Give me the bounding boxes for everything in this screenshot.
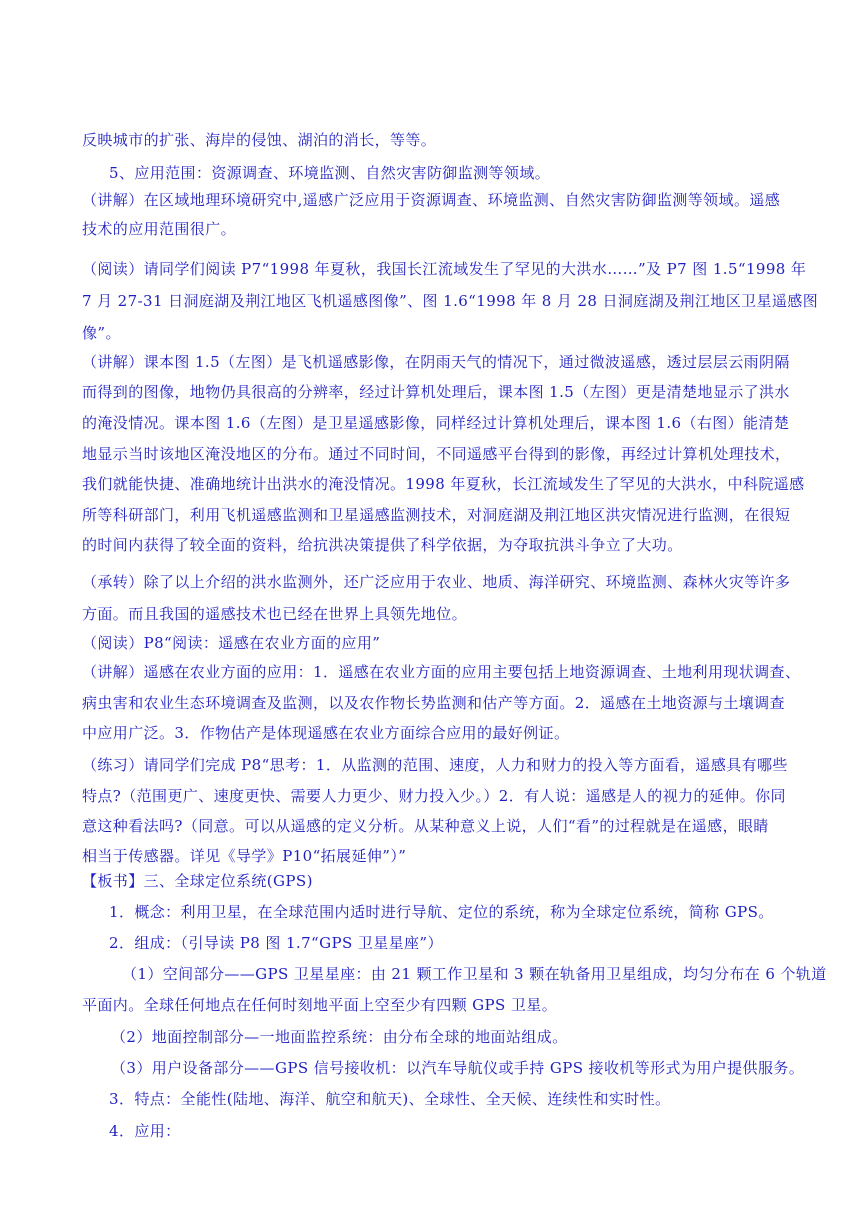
paragraph-line: 方面。而且我国的遥感技术也已经在世界上具领先地位。 xyxy=(82,605,468,623)
paragraph-line: 病虫害和农业生态环境调查及监测，以及农作物长势监测和估产等方面。2．遥感在土地资源与土壤调查 xyxy=(82,694,785,712)
paragraph-line: 反映城市的扩张、海岸的侵蚀、湖泊的消长，等等。 xyxy=(82,131,437,149)
paragraph-line: （练习）请同学们完成 P8“思考：1．从监测的范围、速度，人力和财力的投入等方面看，遥感具有哪些 xyxy=(82,756,788,774)
paragraph-line: 意这种看法吗?（同意。可以从遥感的定义分析。从某种意义上说，人们“看”的过程就是在遥感，眼睛 xyxy=(82,817,769,835)
paragraph-line: （阅读）P8“阅读：遥感在农业方面的应用” xyxy=(82,634,381,652)
paragraph-line: 所等科研部门，利用飞机遥感监测和卫星遥感监测技术，对洞庭湖及荆江地区洪灾情况进行监测，在很短 xyxy=(82,506,791,524)
paragraph-line: （1）空间部分——GPS 卫星星座：由 21 颗工作卫星和 3 颗在轨备用卫星组成，均匀分布在 6 个轨道 xyxy=(122,965,827,983)
paragraph-line: 2．组成：（引导读 P8 图 1.7“GPS 卫星星座”） xyxy=(109,934,443,952)
paragraph-line: 的时间内获得了较全面的资料，给抗洪决策提供了科学依据，为夺取抗洪斗争立了大功。 xyxy=(82,536,683,554)
paragraph-line: 4．应用： xyxy=(109,1122,181,1140)
paragraph-line: （3）用户设备部分——GPS 信号接收机：以汽车导航仪或手持 GPS 接收机等形式为用户提供服务。 xyxy=(111,1059,805,1077)
paragraph-line: 1．概念：利用卫星，在全球范围内适时进行导航、定位的系统，称为全球定位系统，简称 GPS。 xyxy=(109,903,774,921)
paragraph-line: 的淹没情况。课本图 1.6（左图）是卫星遥感影像，同样经过计算机处理后，课本图 1.6（右图）能清楚 xyxy=(82,414,790,432)
paragraph-line: 5、应用范围：资源调查、环境监测、自然灾害防御监测等领域。 xyxy=(109,164,551,182)
paragraph-line: （承转）除了以上介绍的洪水监测外，还广泛应用于农业、地质、海洋研究、环境监测、森林火灾等许多 xyxy=(82,573,791,591)
paragraph-line: 平面内。全球任何地点在任何时刻地平面上空至少有四颗 GPS 卫星。 xyxy=(82,996,558,1014)
paragraph-line: 相当于传感器。详见《导学》P10“拓展延伸”）” xyxy=(82,847,407,865)
paragraph-line: 中应用广泛。3．作物估产是体现遥感在农业方面综合应用的最好例证。 xyxy=(82,724,570,742)
paragraph-line: （阅读）请同学们阅读 P7“1998 年夏秋，我国长江流域发生了罕见的大洪水……”及 P7 图 1.5“1998 年 xyxy=(82,260,807,278)
paragraph-line: 3．特点：全能性(陆地、海洋、航空和航天)、全球性、全天候、连续性和实时性。 xyxy=(109,1090,671,1108)
paragraph-line: 我们就能快捷、准确地统计出洪水的淹没情况。1998 年夏秋，长江流域发生了罕见的大洪水，中科院遥感 xyxy=(82,475,805,493)
paragraph-line: 而得到的图像，地物仍具很高的分辨率，经过计算机处理后，课本图 1.5（左图）更是清楚地显示了洪水 xyxy=(82,383,790,401)
paragraph-line: 7 月 27-31 日洞庭湖及荆江地区飞机遥感图像”、图 1.6“1998 年 8 月 28 日洞庭湖及荆江地区卫星遥感图 xyxy=(82,292,819,310)
paragraph-line: （讲解）课本图 1.5（左图）是飞机遥感影像，在阴雨天气的情况下，通过微波遥感，透过层层云雨阴隔 xyxy=(82,353,790,371)
paragraph-line: （2）地面控制部分—一地面监控系统：由分布全球的地面站组成。 xyxy=(111,1028,568,1046)
paragraph-line: （讲解）在区域地理环境研究中,遥感广泛应用于资源调查、环境监测、自然灾害防御监测等领域。遥感 xyxy=(82,191,781,209)
paragraph-line: 像”。 xyxy=(82,324,121,342)
paragraph-line: 地显示当时该地区淹没地区的分布。通过不同时间，不同遥感平台得到的影像，再经过计算机处理技术， xyxy=(82,445,791,463)
paragraph-line: 技术的应用范围很广。 xyxy=(82,220,237,238)
section-heading: 【板书】三、全球定位系统(GPS) xyxy=(82,872,313,890)
paragraph-line: （讲解）遥感在农业方面的应用：1．遥感在农业方面的应用主要包括上地资源调查、土地利用现状调查、 xyxy=(82,663,801,681)
paragraph-line: 特点?（范围更广、速度更快、需要人力更少、财力投入少。）2．有人说：遥感是人的视力的延伸。你同 xyxy=(82,787,786,805)
